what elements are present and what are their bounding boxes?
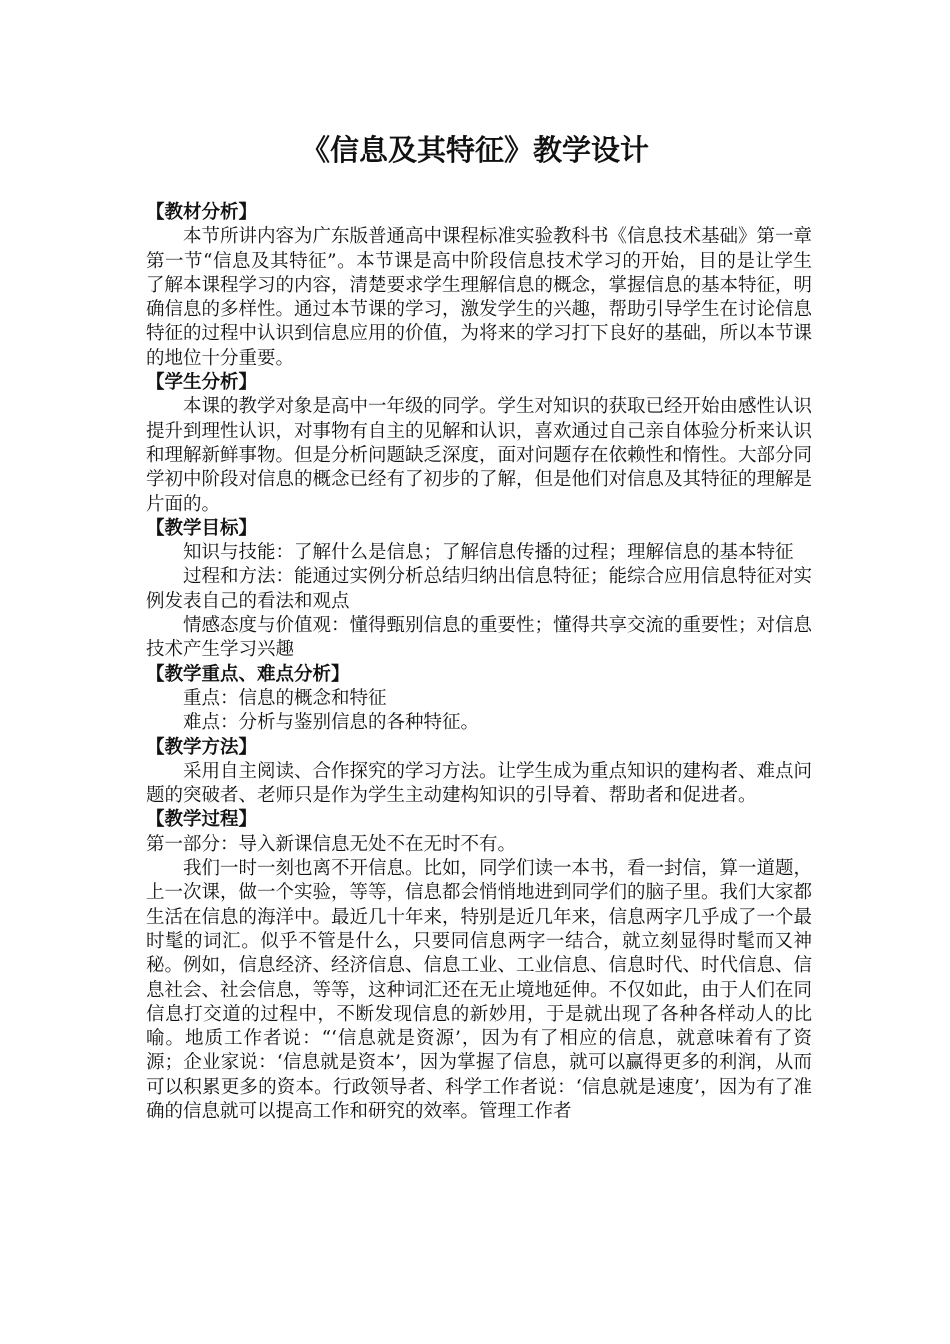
section-paragraph: 本节所讲内容为广东版普通高中课程标准实验教科书《信息技术基础》第一章第一节“信息及其特征”。本节课是高中阶段信息技术学习的开始，目的是让学生了解本课程学习的内容，清楚要求学生理解信息的概念，掌握信息的基本特征，明确信息的多样性。通过本节课的学习，激发学生的兴趣，帮助引导学生在讨论信息特征的过程中认识到信息应用的价值，为将来的学习打下良好的基础，所以本节课的地位十分重要。 (146, 226, 813, 369)
section-paragraph: 过程和方法：能通过实例分析总结归纳出信息特征；能综合应用信息特征对实例发表自己的看法和观点 (146, 566, 813, 612)
section-paragraph: 知识与技能：了解什么是信息；了解信息传播的过程；理解信息的基本特征 (183, 542, 794, 564)
section-teaching-goals (146, 517, 812, 663)
section-heading: 【教学目标】 (146, 517, 258, 539)
section-paragraph: 重点：信息的概念和特征 (183, 687, 387, 709)
section-student-analysis (146, 371, 812, 517)
section-heading: 【教学方法】 (146, 736, 258, 758)
section-paragraph: 我们一时一刻也离不开信息。比如，同学们读一本书，看一封信，算一道题，上一次课，做一个实验，等等，信息都会悄悄地进到同学们的脑子里。我们大家都生活在信息的海洋中。最近几十年来，特别是近几年来，信息两字几乎成了一个最时髦的词汇。似乎不管是什么，只要同信息两字一结合，就立刻显得时髦而又神秘。例如，信息经济、经济信息、信息工业、工业信息、信息时代、时代信息、信息社会、社会信息，等等，这种词汇还在无止境地延伸。不仅如此，由于人们在同信息打交道的过程中，不断发现信息的新妙用，于是就出现了各种各样动人的比喻。地质工作者说：“‘信息就是资源’，因为有了相应的信息，就意味着有了资源；企业家说：‘信息就是资本’，因为掌握了信息，就可以赢得更多的利润，从而可以积累更多的资本。行政领导者、科学工作者说：‘信息就是速度’，因为有了准确的信息就可以提高工作和研究的效率。管理工作者 (146, 858, 813, 1122)
section-heading: 【教学过程】 (146, 809, 258, 831)
section-subline: 第一部分：导入新课信息无处不在无时不有。 (146, 833, 517, 855)
section-paragraph: 本课的教学对象是高中一年级的同学。学生对知识的获取已经开始由感性认识提升到理性认识，对事物有自主的见解和认识，喜欢通过自己亲自体验分析来认识和理解新鲜事物。但是分析问题缺乏深度，面对问题存在依赖性和惰性。大部分同学初中阶段对信息的概念已经有了初步的了解，但是他们对信息及其特征的理解是片面的。 (146, 396, 813, 515)
section-heading: 【学生分析】 (146, 372, 258, 394)
section-paragraph: 难点：分析与鉴别信息的各种特征。 (183, 712, 480, 734)
section-key-difficult-points (146, 663, 812, 736)
section-textbook-analysis (146, 201, 812, 371)
document-title: 《信息及其特征》教学设计 (300, 133, 649, 167)
section-teaching-methods (146, 736, 812, 809)
document-body (146, 201, 812, 1124)
section-teaching-process (146, 808, 812, 1124)
section-heading: 【教学重点、难点分析】 (146, 663, 350, 685)
section-heading: 【教材分析】 (146, 202, 258, 223)
section-paragraph: 采用自主阅读、合作探究的学习方法。让学生成为重点知识的建构者、难点问题的突破者、老师只是作为学生主动建构知识的引导着、帮助者和促进者。 (146, 760, 813, 807)
section-paragraph: 情感态度与价值观：懂得甄别信息的重要性；懂得共享交流的重要性；对信息技术产生学习兴趣 (146, 615, 813, 661)
